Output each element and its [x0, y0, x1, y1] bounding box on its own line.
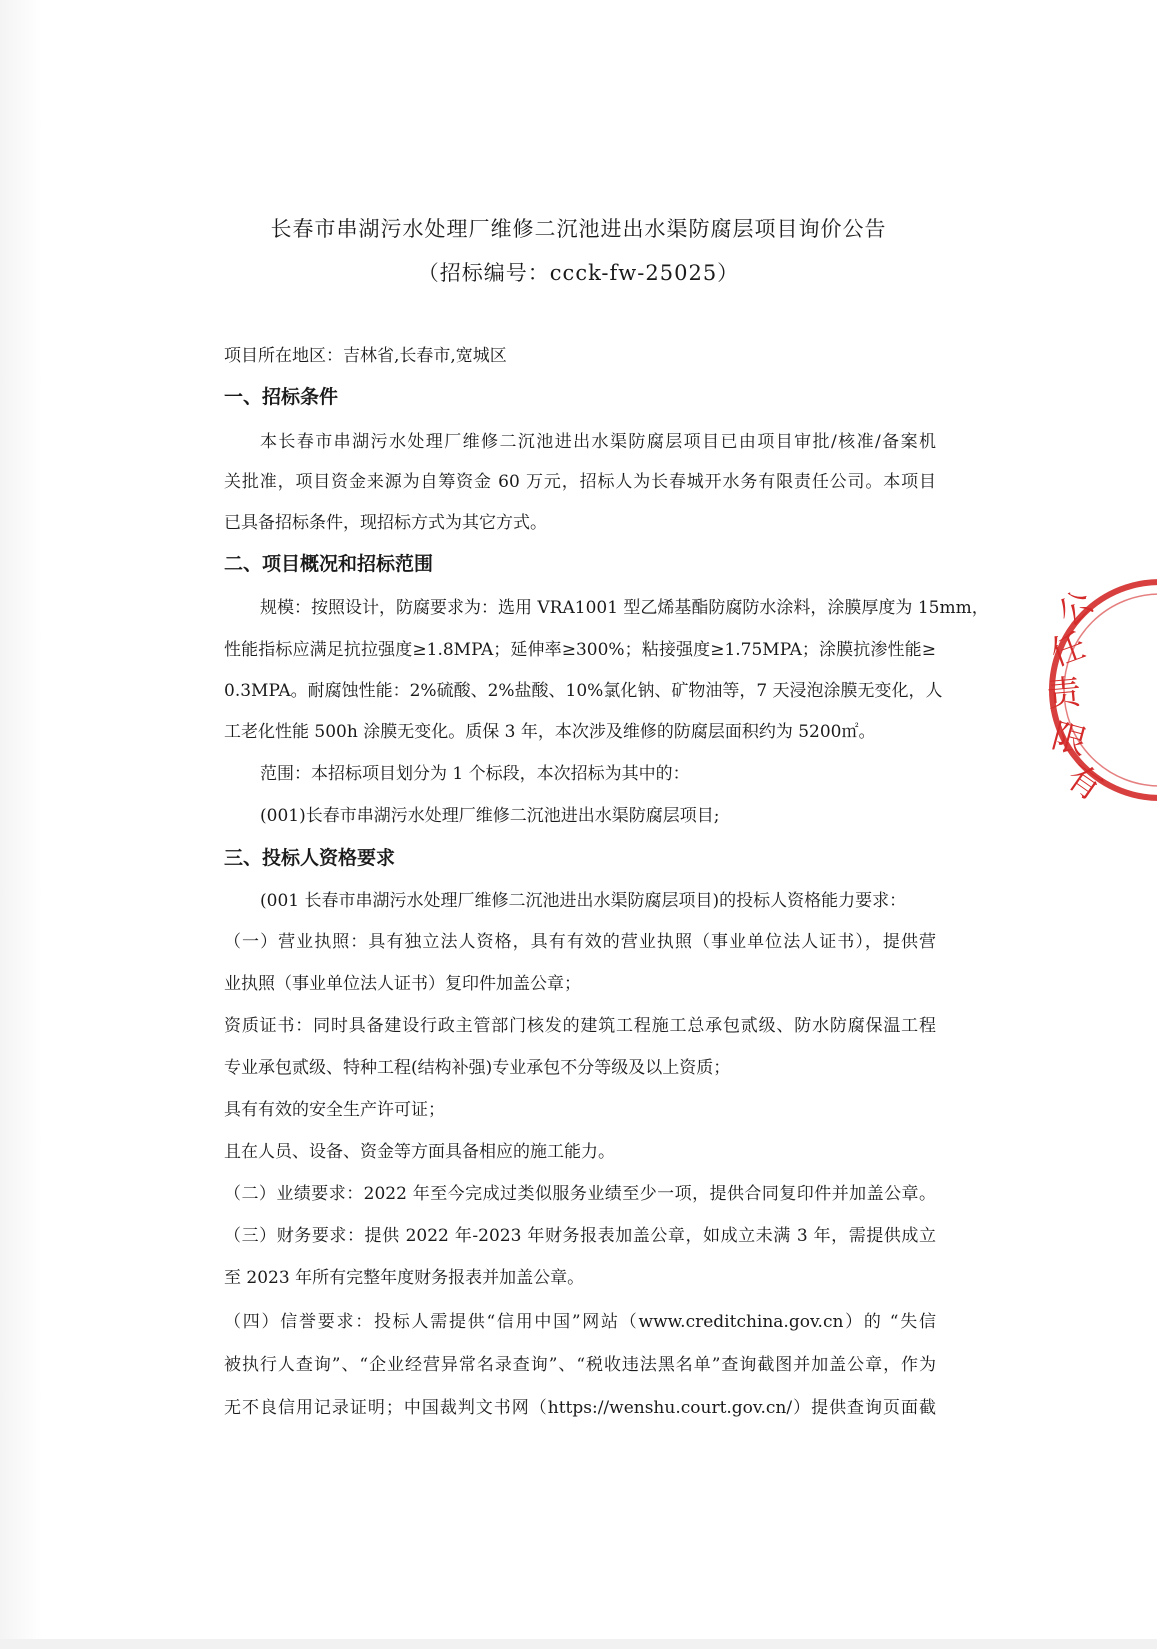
s1-line: 本长春市串湖污水处理厂维修二沉池进出水渠防腐层项目已由项目审批/核准/备案机: [260, 432, 936, 452]
s2-scope: 范围：本招标项目划分为 1 个标段，本次招标为其中的：: [260, 764, 690, 784]
s3-line: （四）信誉要求：投标人需提供“信用中国”网站（www.creditchina.gov.cn）的 “失信: [224, 1312, 936, 1332]
section-3-heading: 三、投标人资格要求: [224, 847, 396, 869]
s3-line: 且在人员、设备、资金等方面具备相应的施工能力。: [224, 1142, 615, 1162]
s3-line: 具有有效的安全生产许可证；: [224, 1100, 445, 1120]
s3-line: 被执行人查询”、“企业经营异常名录查询”、“税收违法黑名单”查询截图并加盖公章，作为: [224, 1355, 936, 1375]
page-shadow-bottom: [0, 1639, 1157, 1649]
s2-line: 0.3MPA。耐腐蚀性能：2%硫酸、2%盐酸、10%氯化钠、矿物油等，7 天浸泡涂膜无变化，人: [224, 681, 943, 701]
s3-line: 专业承包贰级、特种工程(结构补强)专业承包不分等级及以上资质；: [224, 1058, 731, 1078]
s3-line: （二）业绩要求：2022 年至今完成过类似服务业绩至少一项，提供合同复印件并加盖公章。: [224, 1184, 936, 1204]
section-2-heading: 二、项目概况和招标范围: [224, 553, 434, 575]
svg-text:限: 限: [1047, 716, 1091, 764]
company-seal-stamp: [1040, 570, 1157, 810]
s1-line: 已具备招标条件，现招标方式为其它方式。: [224, 513, 547, 533]
s3-line: （三）财务要求：提供 2022 年-2023 年财务报表加盖公章，如成立未满 3 年，需提供成立: [224, 1226, 936, 1246]
s3-line: 至 2023 年所有完整年度财务报表并加盖公章。: [224, 1268, 585, 1288]
s2-lot: (001)长春市串湖污水处理厂维修二沉池进出水渠防腐层项目;: [260, 806, 720, 826]
page-shadow-left: [0, 0, 42, 1649]
svg-text:任: 任: [1045, 625, 1092, 675]
s3-line: 无不良信用记录证明；中国裁判文书网（https://wenshu.court.gov.cn/）提供查询页面截: [224, 1398, 936, 1418]
s2-line: 规模：按照设计，防腐要求为：选用 VRA1001 型乙烯基酯防腐防水涂料，涂膜厚度为 15mm，: [260, 598, 989, 618]
s2-line: 性能指标应满足抗拉强度≥1.8MPA；延伸率≥300%；粘接强度≥1.75MPA；涂膜抗渗性能≥: [224, 640, 936, 660]
svg-text:责: 责: [1045, 672, 1083, 715]
project-location: 项目所在地区：吉林省,长春市,宽城区: [224, 346, 507, 366]
s1-line: 关批准，项目资金来源为自筹资金 60 万元，招标人为长春城开水务有限责任公司。本项目: [224, 472, 936, 492]
s3-line: 业执照（事业单位法人证书）复印件加盖公章；: [224, 974, 581, 994]
s3-line: (001 长春市串湖污水处理厂维修二沉池进出水渠防腐层项目)的投标人资格能力要求：: [260, 891, 907, 911]
svg-text:公: 公: [1050, 582, 1102, 635]
tender-number: （招标编号：ccck-fw-25025）: [417, 261, 740, 285]
s3-line: 资质证书：同时具备建设行政主管部门核发的建筑工程施工总承包贰级、防水防腐保温工程: [224, 1016, 936, 1036]
section-1-heading: 一、招标条件: [224, 386, 339, 408]
s2-line: 工老化性能 500h 涂膜无变化。质保 3 年，本次涉及维修的防腐层面积约为 5200㎡。: [224, 722, 876, 742]
s3-line: （一）营业执照：具有独立法人资格，具有有效的营业执照（事业单位法人证书），提供营: [224, 932, 936, 952]
svg-text:有: 有: [1058, 756, 1110, 809]
document-title: 长春市串湖污水处理厂维修二沉池进出水渠防腐层项目询价公告: [270, 217, 887, 241]
